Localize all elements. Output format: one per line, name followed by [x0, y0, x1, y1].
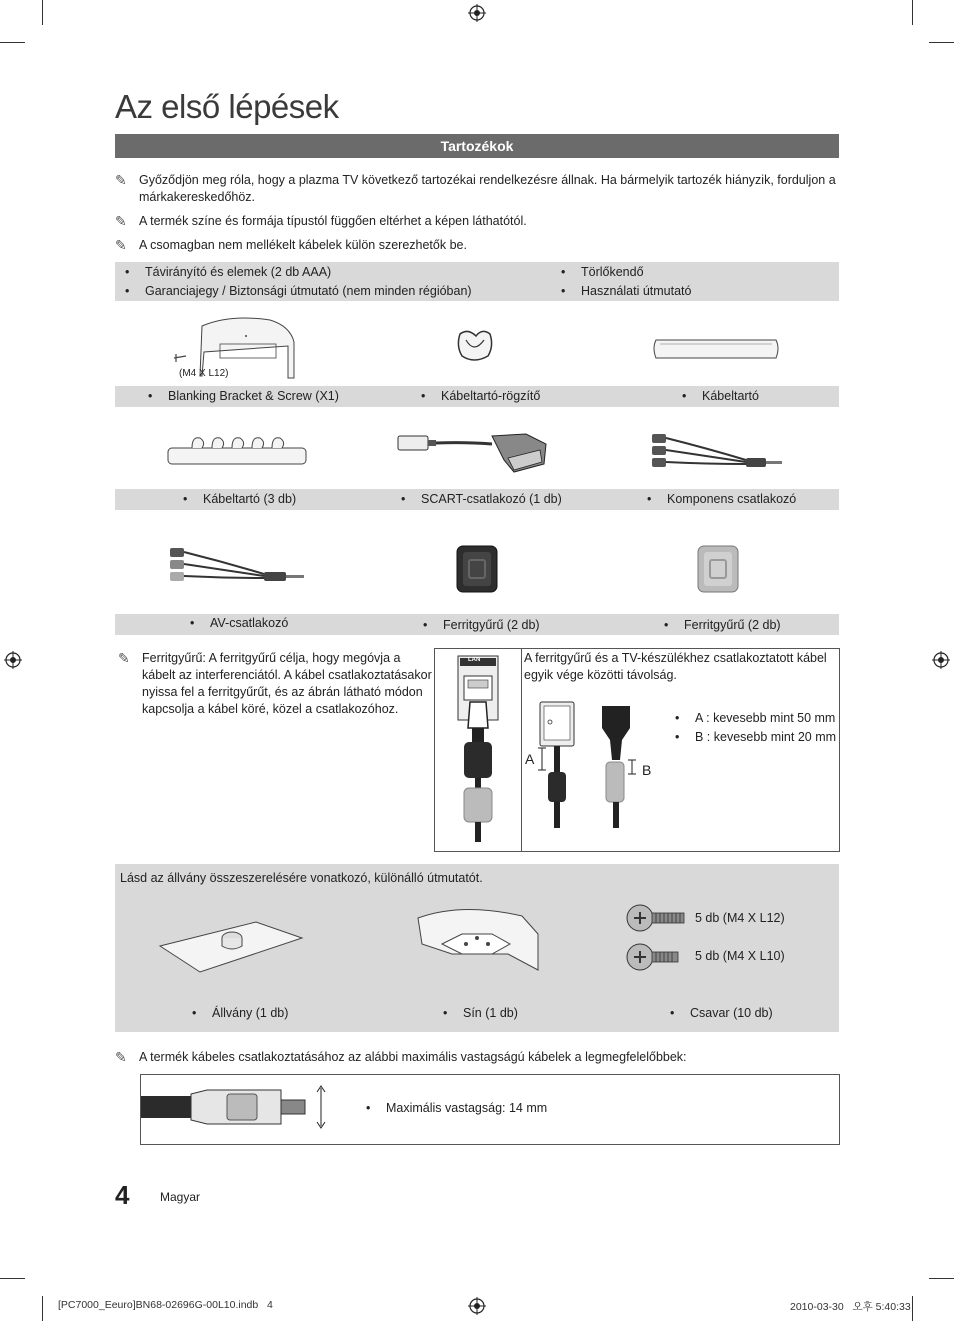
lan-port-label: LAN [468, 657, 481, 663]
ferrite-core-dark-icon [455, 544, 499, 594]
screw-count-label: 5 db (M4 X L10) [695, 949, 785, 963]
cable-note [115, 1049, 839, 1067]
registration-mark-icon [468, 1297, 486, 1315]
screw-m4-l10-icon [626, 942, 686, 972]
list-item: • Állvány (1 db) [192, 1006, 289, 1020]
list-item: • Törlőkendő [561, 265, 644, 279]
list-item: • Komponens csatlakozó [647, 492, 797, 506]
list-item: • B : kevesebb mint 20 mm [675, 730, 837, 744]
section-header: Tartozékok [115, 134, 839, 158]
registration-mark-icon [4, 651, 22, 669]
screw-m4-l12-icon [626, 903, 686, 933]
crop-mark [42, 1296, 43, 1321]
ferrite-note [118, 650, 434, 716]
registration-mark-icon [932, 651, 950, 669]
note-text: Győződjön meg róla, hogy a plazma TV következő tartozékai rendelkezésre állnak. Ha bármelyik tartozék hiányzik, forduljon a márkakereskedőhöz. [139, 173, 836, 204]
note-text: Ferritgyűrű: A ferritgyűrű célja, hogy megóvja a kábelt az interferenciától. A kábel csatlakoztatásakor nyissa fel a ferritgyűrűt, és az ábrán látható módon kapcsolja a kábel köré, közel a csatlakozóhoz. [142, 651, 432, 716]
screw-count-label: 5 db (M4 X L12) [695, 911, 785, 925]
stand-rail-icon [412, 904, 542, 974]
list-item: • Garanciajegy / Biztonsági útmutató (nem minden régióban) [125, 284, 472, 298]
crop-mark [42, 0, 43, 25]
list-item: • Használati útmutató [561, 284, 692, 298]
registration-mark-icon [468, 4, 486, 22]
component-adapter-icon [646, 430, 786, 474]
page-language: Magyar [160, 1190, 201, 1204]
note-text: A csomagban nem mellékelt kábelek külön szerezhetők be. [139, 238, 467, 252]
crop-mark [912, 0, 913, 25]
footer-timestamp: 2010-03-30 오후 5:40:33 [790, 1301, 911, 1313]
pencil-note-icon: ✎ [115, 1049, 127, 1065]
scart-adapter-icon [396, 430, 552, 476]
stand-base-icon [156, 918, 306, 976]
screw-size-label: (M4 X L12) [179, 368, 229, 379]
cable-holder-icon [650, 336, 782, 362]
list-item: • Blanking Bracket & Screw (X1) [148, 389, 339, 403]
list-item: • Kábeltartó [682, 389, 759, 403]
list-item: • Csavar (10 db) [670, 1006, 773, 1020]
list-item: • Kábeltartó-rögzítő [421, 389, 541, 403]
pencil-note-icon: ✎ [115, 213, 127, 229]
note [115, 213, 839, 231]
pencil-note-icon: ✎ [115, 172, 127, 188]
pencil-note-icon: ✎ [118, 650, 130, 666]
crop-mark [929, 1278, 954, 1279]
list-item: • Ferritgyűrű (2 db) [423, 618, 540, 632]
crop-mark [0, 1278, 25, 1279]
footer-file: [PC7000_Eeuro]BN68-02696G-00L10.indb 4 [58, 1299, 273, 1311]
ferrite-distance-diagram [528, 700, 648, 830]
note [115, 172, 839, 208]
page-number: 4 [115, 1180, 130, 1210]
list-item: • Kábeltartó (3 db) [183, 492, 297, 506]
crop-mark [0, 42, 25, 43]
note-text: A termék színe és formája típustól függően eltérhet a képen láthatótól. [139, 214, 527, 228]
list-item: • Sín (1 db) [443, 1006, 518, 1020]
ferrite-core-light-icon [696, 544, 740, 594]
cable-holder-clip-icon [452, 326, 498, 366]
list-item: • Maximális vastagság: 14 mm [366, 1101, 548, 1115]
cable-tie-icon [164, 430, 310, 472]
divider [521, 648, 522, 851]
av-adapter-icon [164, 544, 310, 588]
list-item: • Ferritgyűrű (2 db) [664, 618, 781, 632]
list-item: • AV-csatlakozó [190, 616, 289, 630]
ferrite-caption: A ferritgyűrű és a TV-készülékhez csatlakoztatott kábel egyik vége közötti távolság. [524, 651, 827, 682]
page-title: Az első lépések [115, 88, 339, 125]
distance-label-b: B [642, 762, 652, 778]
list-item: • SCART-csatlakozó (1 db) [401, 492, 562, 506]
crop-mark [912, 1296, 913, 1321]
stand-note: Lásd az állvány összeszerelésére vonatkozó, különálló útmutatót. [120, 871, 483, 885]
cable-thickness-icon [141, 1084, 331, 1132]
note [115, 237, 839, 255]
note-text: A termék kábeles csatlakoztatásához az alábbi maximális vastagságú kábelek a legmegfelelőbbek: [139, 1050, 687, 1064]
distance-label-a: A [525, 751, 535, 767]
list-item: • Távirányító és elemek (2 db AAA) [125, 265, 332, 279]
lan-ferrite-diagram [452, 654, 508, 844]
crop-mark [929, 42, 954, 43]
list-item: • A : kevesebb mint 50 mm [675, 711, 836, 725]
pencil-note-icon: ✎ [115, 237, 127, 253]
